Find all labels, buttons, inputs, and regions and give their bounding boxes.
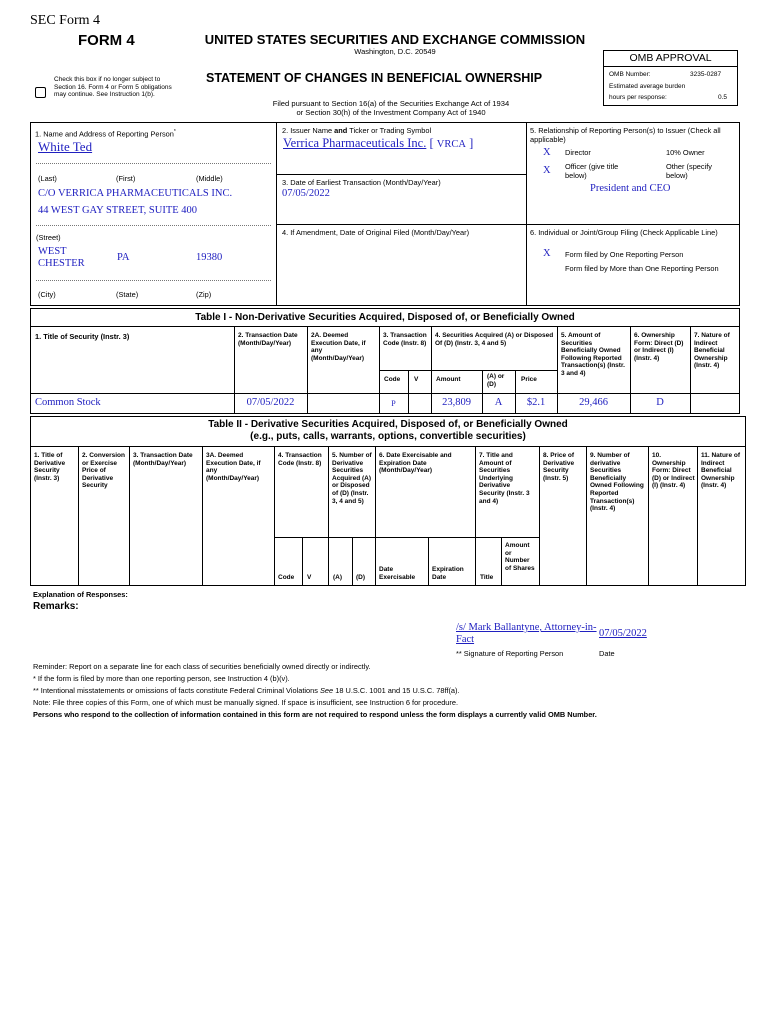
omb-burden-label-2: hours per response: (609, 94, 667, 101)
t1-h4: 4. Securities Acquired (A) or Disposed Of (D) (Instr. 3, 4 and 5) (435, 332, 554, 347)
t2-h3a: 3A. Deemed Execution Date, if any (Month/Day/Year) (206, 452, 261, 482)
t2-h7: 7. Title and Amount of Securities Underlying Derivative Security (Instr. 3 and 4) (479, 452, 530, 505)
sec-form-label: SEC Form 4 (30, 13, 101, 28)
t1-sub-ad: (A) or (D) (487, 373, 505, 388)
signature-name[interactable]: /s/ Mark Ballantyne, Attorney-in-Fact (456, 622, 597, 645)
address-line2: 44 WEST GAY STREET, SUITE 400 (38, 205, 198, 216)
t1-row-amount: 23,809 (442, 397, 471, 408)
more-persons-label: Form filed by More than One Reporting Person (565, 264, 719, 273)
t1-h6: 6. Ownership Form: Direct (D) or Indirect (I) (Instr. 4) (634, 332, 684, 362)
t2-h8: 8. Price of Derivative Security (Instr. 5) (543, 452, 575, 482)
t2-h4: 4. Transaction Code (Instr. 8) (278, 452, 322, 467)
t2-sub-exercisable: Date Exercisable (379, 566, 416, 581)
t1-h2a: 2A. Deemed Execution Date, if any (Month/Day/Year) (311, 332, 366, 362)
first-label: (First) (116, 174, 136, 183)
signature-date[interactable]: 07/05/2022 (599, 628, 647, 639)
last-label: (Last) (38, 174, 57, 183)
t1-row-code: P (391, 399, 396, 408)
officer-label: Officer (give title below) (565, 162, 619, 180)
t1-sub-price: Price (521, 376, 537, 383)
box3-label: 3. Date of Earliest Transaction (Month/Day/Year) (282, 178, 441, 187)
box5-label: 5. Relationship of Reporting Person(s) to Issuer (Check all applicable) (530, 126, 721, 144)
omb-burden-label-1: Estimated average burden (609, 83, 686, 90)
t2-h3: 3. Transaction Date (Month/Day/Year) (133, 452, 193, 467)
officer-mark[interactable]: X (543, 165, 551, 176)
t1-row-form: D (656, 397, 664, 408)
table-2-title-line1: Table II - Derivative Securities Acquired, Disposed of, or Beneficially Owned (208, 419, 568, 430)
state-value: PA (117, 252, 130, 263)
statement-title: STATEMENT OF CHANGES IN BENEFICIAL OWNERSHIP (206, 71, 543, 85)
t1-row-title: Common Stock (35, 397, 101, 408)
t1-h2: 2. Transaction Date (Month/Day/Year) (238, 332, 298, 347)
t2-sub-v: V (307, 574, 312, 581)
issuer-line (283, 136, 473, 151)
t1-h3: 3. Transaction Code (Instr. 8) (383, 332, 427, 347)
footer-note2: ** Intentional misstatements or omissions of facts constitute Federal Criminal Violations See 18 U.S.C. 1001 and 15 U.S.C. 78ff(a). (33, 686, 460, 695)
street-label: (Street) (36, 233, 61, 242)
other-label: Other (specify below) (666, 162, 713, 180)
omb-title: OMB APPROVAL (629, 52, 712, 64)
checkbox-note: Check this box if no longer subject to Section 16. Form 4 or Form 5 obligations may continue. See Instruction 1(b). (54, 76, 172, 99)
ticker-close: ] (469, 136, 474, 150)
t1-sub-code: Code (384, 376, 401, 383)
state-label: (State) (116, 290, 139, 299)
earliest-transaction-date: 07/05/2022 (282, 188, 330, 199)
t2-sub-amount: Amount or Number of Shares (505, 542, 535, 572)
filed-pursuant (226, 99, 556, 117)
t1-h1: 1. Title of Security (Instr. 3) (35, 332, 130, 341)
city-value: WEST CHESTER (38, 246, 85, 269)
box6-label: 6. Individual or Joint/Group Filing (Check Applicable Line) (530, 228, 718, 237)
officer-title: President and CEO (590, 183, 671, 194)
t2-h11: 11. Nature of Indirect Beneficial Ownership (Instr. 4) (701, 452, 741, 490)
t2-sub-title: Title (480, 574, 494, 581)
t1-h7: 7. Nature of Indirect Beneficial Ownership (Instr. 4) (694, 332, 730, 370)
city-label: (City) (38, 290, 56, 299)
table-1-title: Table I - Non-Derivative Securities Acquired, Disposed of, or Beneficially Owned (195, 312, 575, 323)
t2-sub-expiration: Expiration Date (432, 566, 464, 581)
box1-label: 1. Name and Address of Reporting Person* (35, 129, 176, 139)
footer-note4: Persons who respond to the collection of information contained in this form are not required to respond unless the form displays a currently valid OMB Number. (33, 710, 597, 719)
t1-row-owned: 29,466 (579, 397, 608, 408)
director-mark[interactable]: X (543, 147, 551, 158)
box2-label: 2. Issuer Name and Ticker or Trading Symbol (282, 126, 432, 135)
table-2-title-line2: (e.g., puts, calls, warrants, options, convertible securities) (250, 431, 526, 442)
t2-sub-a: (A) (333, 574, 343, 581)
explanation-label: Explanation of Responses: (33, 590, 128, 599)
ticker-open: [ (429, 136, 434, 150)
commission-title: UNITED STATES SECURITIES AND EXCHANGE COMMISSION (204, 32, 586, 47)
zip-label: (Zip) (196, 290, 212, 299)
location: Washington, D.C. 20549 (354, 47, 436, 56)
issuer-name-link[interactable]: Verrica Pharmaceuticals Inc. (283, 136, 427, 150)
t2-h5: 5. Number of Derivative Securities Acquired (A) or Disposed of (D) (Instr. 3, 4 and 5) (332, 452, 372, 505)
footer-note3: Note: File three copies of this Form, one of which must be manually signed. If space is insufficient, see Instruction 6 for procedure. (33, 698, 459, 707)
date-label: Date (599, 649, 615, 658)
t2-sub-d: (D) (356, 574, 366, 581)
director-label: Director (565, 148, 591, 157)
ticker-symbol: VRCA (436, 139, 466, 150)
box4-label: 4. If Amendment, Date of Original Filed (Month/Day/Year) (282, 228, 470, 237)
address-line1: C/O VERRICA PHARMACEUTICALS INC. (38, 188, 233, 199)
t2-h9: 9. Number of derivative Securities Beneficially Owned Following Reported Transaction(s) (Instr. 4) (590, 452, 644, 513)
form-title: FORM 4 (78, 32, 135, 49)
filed-pursuant-line1: Filed pursuant to Section 16(a) of the Securities Exchange Act of 1934 (272, 99, 510, 108)
table-2-title (30, 419, 746, 443)
remarks-label: Remarks: (33, 601, 79, 612)
one-person-mark[interactable]: X (543, 248, 551, 259)
t2-h2: 2. Conversion or Exercise Price of Derivative Security (82, 452, 125, 490)
footer-note1: * If the form is filed by more than one reporting person, see Instruction 4 (b)(v). (33, 674, 290, 683)
t1-sub-amount: Amount (436, 376, 461, 383)
no-longer-subject-checkbox[interactable] (35, 87, 46, 98)
t2-h10: 10. Ownership Form: Direct (D) or Indirect (I) (Instr. 4) (652, 452, 695, 490)
zip-value: 19380 (196, 252, 223, 263)
t1-row-price: $2.1 (526, 397, 546, 408)
t1-row-date: 07/05/2022 (246, 397, 295, 408)
t2-sub-code: Code (278, 574, 295, 581)
t2-h6: 6. Date Exercisable and Expiration Date (Month/Day/Year) (379, 452, 452, 475)
one-person-label: Form filed by One Reporting Person (565, 250, 684, 259)
t1-sub-v: V (414, 376, 419, 383)
omb-number-label: OMB Number: (609, 71, 651, 78)
omb-number-value: 3235-0287 (690, 71, 722, 78)
signature-label: ** Signature of Reporting Person (456, 649, 564, 658)
ten-percent-owner-label: 10% Owner (666, 148, 705, 157)
footer-reminder: Reminder: Report on a separate line for each class of securities beneficially owned directly or indirectly. (33, 662, 371, 671)
middle-label: (Middle) (196, 174, 223, 183)
omb-burden-value: 0.5 (718, 94, 728, 101)
reporting-person-name[interactable]: White Ted (38, 139, 93, 154)
t1-h5: 5. Amount of Securities Beneficially Owned Following Reported Transaction(s) (Instr. 3 and 4) (561, 332, 625, 377)
t2-h1: 1. Title of Derivative Security (Instr. 3) (34, 452, 66, 482)
filed-pursuant-line2: or Section 30(h) of the Investment Company Act of 1940 (296, 108, 486, 117)
t1-row-ad: A (494, 397, 503, 408)
